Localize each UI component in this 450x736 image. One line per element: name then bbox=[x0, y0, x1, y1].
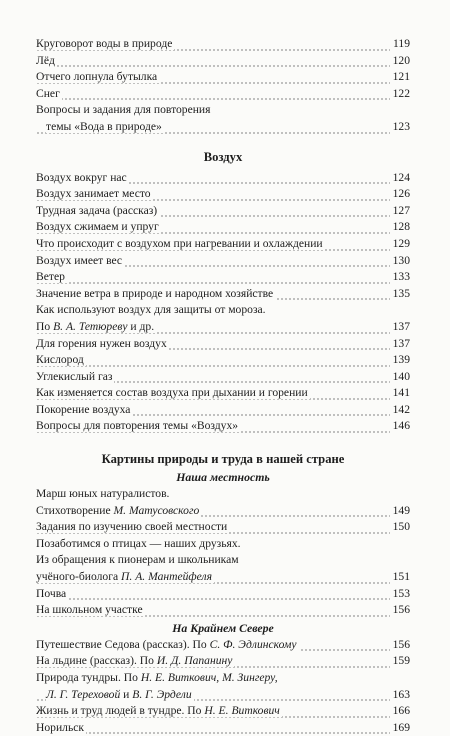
toc-entry[interactable] bbox=[36, 552, 410, 569]
toc-entry[interactable] bbox=[36, 503, 410, 520]
page-number: 139 bbox=[390, 352, 410, 369]
toc-entry-title bbox=[46, 688, 194, 701]
page-number: 151 bbox=[390, 569, 410, 586]
toc-entry-title bbox=[36, 721, 86, 734]
toc-entry[interactable] bbox=[36, 653, 410, 670]
section-heading-country: Картины природы и труда в нашей стране bbox=[101, 452, 345, 467]
entry-connector: и bbox=[120, 687, 133, 701]
entry-title-text: Лёд bbox=[36, 53, 55, 67]
toc-entry-title bbox=[36, 54, 57, 67]
toc-entry-title bbox=[36, 537, 243, 550]
page-number: 119 bbox=[390, 36, 410, 53]
toc-entry-title bbox=[36, 671, 280, 684]
toc-entry[interactable] bbox=[36, 286, 410, 303]
entry-title-text: Ветер bbox=[36, 270, 65, 284]
entry-title-text: По bbox=[36, 319, 54, 333]
entry-title-text: Для горения нужен воздух bbox=[36, 336, 167, 350]
toc-entry-title bbox=[36, 403, 132, 416]
toc-entry[interactable] bbox=[36, 253, 410, 270]
toc-entry[interactable] bbox=[36, 569, 410, 586]
page-number: 159 bbox=[390, 653, 410, 670]
entry-title-text: На школьном участке bbox=[36, 603, 143, 617]
page-number: 141 bbox=[390, 385, 410, 402]
toc-entry[interactable] bbox=[36, 53, 410, 70]
entry-title-text: Снег bbox=[36, 86, 60, 100]
toc-entry[interactable] bbox=[36, 637, 410, 654]
toc-entry-title bbox=[36, 353, 86, 366]
page-number: 135 bbox=[390, 286, 410, 303]
toc-entry-title bbox=[36, 638, 299, 651]
toc-entry-title bbox=[36, 220, 161, 233]
page-number: 163 bbox=[390, 687, 410, 704]
toc-entry[interactable] bbox=[36, 402, 410, 419]
toc-entry-title bbox=[36, 70, 159, 83]
toc-entry[interactable] bbox=[36, 269, 410, 286]
toc-entry[interactable] bbox=[36, 720, 410, 736]
toc-entry[interactable] bbox=[36, 319, 410, 336]
toc-entry[interactable] bbox=[36, 119, 410, 136]
toc-entry-title bbox=[36, 237, 325, 250]
toc-entry-title bbox=[36, 587, 68, 600]
page-number: 140 bbox=[390, 369, 410, 386]
toc-entry[interactable] bbox=[36, 236, 410, 253]
toc-entry-title bbox=[36, 504, 201, 517]
toc-entry-title bbox=[36, 303, 268, 316]
page-number: 137 bbox=[390, 336, 410, 353]
entry-title-text: темы «Вода в природе» bbox=[46, 119, 162, 133]
toc-entry-title bbox=[36, 553, 241, 566]
toc-entry-title bbox=[36, 570, 214, 583]
page-number: 126 bbox=[390, 186, 410, 203]
toc-entry-title bbox=[36, 320, 156, 333]
entry-title-text: Из обращения к пионерам и школьникам bbox=[36, 553, 239, 567]
entry-author: М. Матусовского bbox=[113, 503, 200, 517]
page-number: 121 bbox=[390, 69, 410, 86]
entry-title-text: Как используют воздух для защиты от мороза. bbox=[36, 303, 266, 317]
entry-author: Н. Е. Виткович bbox=[204, 704, 280, 718]
north-section-entries bbox=[36, 637, 410, 736]
toc-entry-title bbox=[36, 87, 62, 100]
entry-title-text: Воздух вокруг нас bbox=[36, 170, 127, 184]
page-number: 169 bbox=[390, 720, 410, 736]
toc-entry[interactable] bbox=[36, 418, 410, 435]
entry-title-text: Марш юных натуралистов. bbox=[36, 487, 170, 501]
section-heading-air: Воздух bbox=[203, 149, 243, 164]
toc-entry-title bbox=[46, 120, 164, 133]
page-number: 127 bbox=[390, 203, 410, 220]
page-number: 120 bbox=[390, 53, 410, 70]
toc-entry-title bbox=[36, 487, 171, 500]
toc-entry-title bbox=[36, 704, 282, 717]
page-number: 166 bbox=[390, 703, 410, 720]
page-number: 124 bbox=[390, 170, 410, 187]
entry-author: В. А. Тетюреву bbox=[53, 319, 128, 333]
toc-entry[interactable] bbox=[36, 703, 410, 720]
toc-entry[interactable] bbox=[36, 86, 410, 103]
entry-title-text: Покорение воздуха bbox=[36, 402, 131, 416]
entry-title-text: Круговорот воды в природе bbox=[36, 37, 173, 50]
toc-entry[interactable] bbox=[36, 336, 410, 353]
page-number: 122 bbox=[390, 86, 410, 103]
entry-title-text: Вопросы для повторения темы «Воздух» bbox=[36, 419, 239, 433]
toc-entry[interactable] bbox=[36, 586, 410, 603]
entry-author: Л. Г. Тереховой bbox=[46, 687, 121, 701]
entry-title-text: Что происходит с воздухом при нагревании и охлаждении bbox=[36, 236, 323, 250]
table-of-contents bbox=[36, 36, 410, 736]
entry-title-text: Воздух имеет вес bbox=[36, 253, 123, 267]
toc-entry-title bbox=[36, 337, 169, 350]
page-number: 130 bbox=[390, 253, 410, 270]
entry-title-text: Задания по изучению своей местности bbox=[36, 520, 228, 534]
toc-entry-title bbox=[36, 270, 67, 283]
entry-title-text: На льдине (рассказ). По bbox=[36, 654, 157, 668]
entry-title-text: Почва bbox=[36, 586, 67, 600]
water-section-entries bbox=[36, 36, 410, 136]
toc-entry-title bbox=[36, 520, 229, 533]
toc-entry-title bbox=[36, 654, 234, 667]
air-section-entries bbox=[36, 170, 410, 436]
entry-title-text: Трудная задача (рассказ) bbox=[36, 203, 158, 217]
toc-entry-title bbox=[36, 187, 153, 200]
page-number: 146 bbox=[390, 418, 410, 435]
entry-author: С. Ф. Эдлинскому bbox=[209, 637, 297, 651]
toc-entry[interactable] bbox=[36, 170, 410, 187]
toc-entry-title bbox=[36, 254, 124, 267]
toc-entry-title bbox=[36, 103, 212, 116]
page-number: 129 bbox=[390, 236, 410, 253]
entry-title-text: Значение ветра в природе и народном хозяйстве bbox=[36, 286, 274, 300]
page-number: 133 bbox=[390, 269, 410, 286]
toc-entry[interactable] bbox=[36, 519, 410, 536]
local-section-entries bbox=[36, 486, 410, 619]
entry-title-text: Отчего лопнула бутылка bbox=[36, 70, 158, 84]
toc-entry[interactable] bbox=[36, 486, 410, 503]
toc-entry-title bbox=[36, 287, 275, 300]
page-number: 142 bbox=[390, 402, 410, 419]
entry-title-text: Как изменяется состав воздуха при дыхании и горении bbox=[36, 386, 308, 400]
toc-entry-title bbox=[36, 419, 240, 432]
page-number: 123 bbox=[390, 119, 410, 136]
entry-author: И. Д. Папанину bbox=[156, 654, 233, 668]
page-number: 137 bbox=[390, 319, 410, 336]
toc-entry[interactable] bbox=[36, 219, 410, 236]
entry-title-text: Вопросы и задания для повторения bbox=[36, 103, 211, 117]
entry-title-text: Воздух занимает место bbox=[36, 187, 151, 201]
toc-entry[interactable] bbox=[36, 302, 410, 319]
entry-title-text: учёного-биолога bbox=[36, 570, 122, 584]
toc-entry[interactable] bbox=[36, 385, 410, 402]
entry-title-text: Жизнь и труд людей в тундре. По bbox=[36, 704, 205, 718]
toc-entry-title bbox=[36, 603, 145, 616]
entry-title-text: Позаботимся о птицах — наших друзьях. bbox=[36, 536, 241, 550]
toc-entry-title bbox=[36, 204, 159, 217]
toc-entry[interactable] bbox=[36, 186, 410, 203]
page-number: 153 bbox=[390, 586, 410, 603]
entry-author: Н. Е. Виткович, М. Зингеру, bbox=[140, 671, 278, 684]
page-number: 156 bbox=[390, 602, 410, 619]
entry-title-text: Воздух сжимаем и упруг bbox=[36, 220, 159, 234]
toc-entry-title bbox=[36, 386, 310, 399]
toc-entry-title bbox=[36, 370, 114, 383]
entry-suffix: и др. bbox=[127, 319, 155, 333]
toc-entry[interactable] bbox=[36, 369, 410, 386]
toc-entry[interactable] bbox=[36, 352, 410, 369]
entry-title-text: Норильск bbox=[36, 720, 85, 734]
toc-entry[interactable] bbox=[36, 203, 410, 220]
entry-title-text: Углекислый газ bbox=[36, 369, 113, 383]
toc-entry[interactable] bbox=[36, 670, 410, 687]
entry-title-text: Кислород bbox=[36, 353, 84, 367]
toc-entry[interactable] bbox=[36, 602, 410, 619]
toc-entry[interactable] bbox=[36, 536, 410, 553]
toc-entry[interactable] bbox=[36, 102, 410, 119]
subheading-local: Наша местность bbox=[176, 470, 270, 485]
page-number: 149 bbox=[390, 503, 410, 520]
entry-title-text: Путешествие Седова (рассказ). По bbox=[36, 637, 210, 651]
toc-entry-title bbox=[36, 171, 129, 184]
toc-entry[interactable] bbox=[36, 36, 410, 53]
entry-title-text: Природа тундры. По bbox=[36, 671, 141, 684]
toc-entry[interactable] bbox=[36, 687, 410, 704]
toc-entry[interactable] bbox=[36, 69, 410, 86]
page-number: 128 bbox=[390, 219, 410, 236]
page-number: 150 bbox=[390, 519, 410, 536]
toc-entry-title bbox=[36, 37, 174, 50]
entry-title-text: Стихотворение bbox=[36, 503, 114, 517]
subheading-north: На Крайнем Севере bbox=[172, 620, 274, 635]
entry-author: В. Г. Эрдели bbox=[132, 687, 192, 701]
entry-author: П. А. Мантейфеля bbox=[121, 570, 212, 584]
page-number: 156 bbox=[390, 637, 410, 654]
